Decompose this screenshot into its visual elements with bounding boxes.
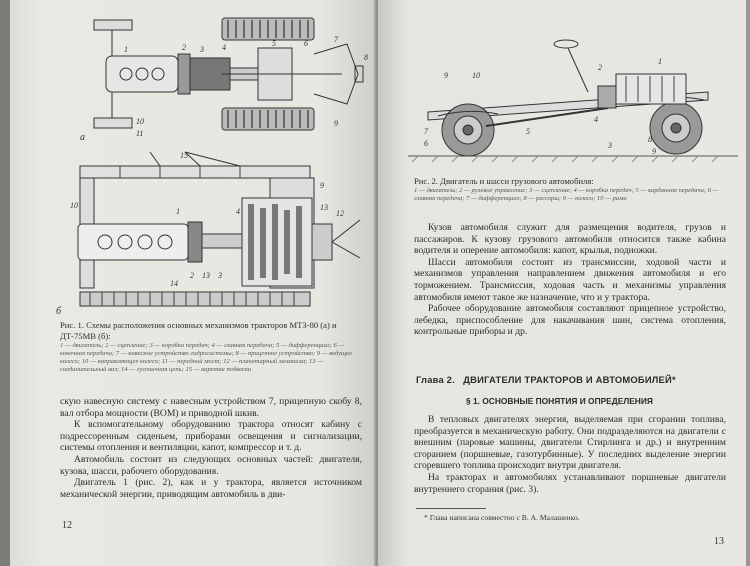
section-body-text	[414, 414, 726, 495]
fig1b-label-15: 15	[180, 151, 188, 160]
figure-1-caption-title: Рис. 1. Схемы расположения основных механизмов тракторов МТЗ-80 (а) и ДТ-75МВ (б):	[60, 320, 337, 341]
fig2-label-8: 8	[648, 135, 652, 144]
fig1b-label-1: 1	[176, 207, 180, 216]
figure-2-truck-chassis	[408, 30, 738, 170]
fig1a-label-1: 1	[124, 45, 128, 54]
fig1a-label-10: 10	[136, 117, 144, 126]
right-page	[378, 0, 746, 566]
left-page	[10, 0, 376, 566]
fig1b-label-13: 13	[320, 203, 328, 212]
right-paragraph-1: Кузов автомобиля служит для размещения водителя, грузов и пассажиров. К кузову грузового автомобиля относится также кабина водителя и оперение автомобиля: капот, крылья, подножки.	[414, 222, 726, 257]
right-paragraph-2: Шасси автомобиля состоит из трансмиссии, ходовой части и механизмов управления направлением движения автомобиля и его торможением. Трансмиссия, ходовая часть и механизмы управления автомобиля имеют такое же назначение, что и у трактора.	[414, 256, 726, 303]
fig2-label-4: 4	[594, 115, 598, 124]
book-edge-right	[746, 0, 750, 566]
fig1b-label-14: 14	[170, 279, 178, 288]
right-page-number: 13	[714, 536, 724, 547]
left-paragraph-3: Автомобиль состоит из следующих основных частей: двигателя, кузова, шасси, рабочего оборудования.	[60, 453, 362, 477]
section-paragraph-1: В тепловых двигателях энергия, выделяемая при сгорании топлива, преобразуется в механическую работу. Они подразделяются на двигатели с внешним (паровые машины, двигатели Стирлинга и др.) и внутренним сгоранием (поршневые, газотурбинные). У последних выделение энергии сгоревшего топлива происходит внутри двигателя.	[414, 414, 726, 472]
figure-2-caption-title: Рис. 2. Двигатель и шасси грузового автомобиля:	[414, 176, 594, 186]
left-paragraph-1: скую навесную систему с навесным устройством 7, прицепную скобу 8, вал отбора мощности (ВОМ) и приводной шкив.	[60, 396, 362, 419]
fig1b-label-2: 2	[190, 271, 194, 280]
fig1b-letter: б	[56, 306, 62, 317]
fig2-label-3: 3	[608, 141, 612, 150]
fig1a-label-4: 4	[222, 43, 226, 52]
figure-2-caption-parts: 1 — двигатель; 2 — рулевое управление; 3 — сцепление; 4 — коробка передач; 5 — карданная передача; 6 — главная передача; 7 — дифференциал; 8 — рессоры; 9 — колесо; 10 — рама	[414, 187, 719, 202]
section-paragraph-2: На тракторах и автомобилях устанавливают поршневые двигатели внутреннего сгорания (рис. 3).	[414, 471, 726, 495]
fig2-label-5: 5	[526, 127, 530, 136]
fig1b-label-3: 3	[218, 271, 222, 280]
fig1a-label-5: 5	[272, 39, 276, 48]
left-page-number: 12	[62, 520, 72, 531]
fig2-label-6: 6	[424, 139, 428, 148]
fig1b-label-9: 9	[320, 181, 324, 190]
fig1a-label-11: 11	[136, 129, 144, 138]
fig2-label-1: 1	[658, 57, 662, 66]
fig2-label-9b: 9	[652, 147, 656, 156]
left-paragraph-4: Двигатель 1 (рис. 2), как и у трактора, является источником механической энергии, приводящим автомобиль в дви-	[60, 477, 362, 500]
fig2-label-9a: 9	[444, 71, 448, 80]
right-body-text	[414, 222, 726, 338]
fig1a-label-9: 9	[334, 119, 338, 128]
fig1b-label-13b: 13	[202, 271, 210, 280]
fig1b-label-10: 10	[70, 201, 78, 210]
book-edge-left	[0, 0, 10, 566]
fig1b-label-12: 12	[336, 209, 344, 218]
figure-1a-tractor-scheme	[72, 14, 372, 144]
chapter-title: Глава 2. ДВИГАТЕЛИ ТРАКТОРОВ И АВТОМОБИЛЕЙ*	[416, 374, 676, 385]
fig1b-label-4: 4	[236, 207, 240, 216]
fig1a-letter: а	[80, 132, 85, 143]
figure-2-caption	[414, 176, 726, 203]
right-paragraph-3: Рабочее оборудование автомобиля составляют прицепное устройство, лебедка, приспособление для накачивания шин, система отопления, контрольные приборы и др.	[414, 303, 726, 338]
fig1a-label-2: 2	[182, 43, 186, 52]
fig2-label-7: 7	[424, 127, 428, 136]
section-title: § 1. ОСНОВНЫЕ ПОНЯТИЯ И ОПРЕДЕЛЕНИЯ	[466, 396, 653, 406]
figure-1-caption	[60, 320, 362, 374]
fig2-label-10: 10	[472, 71, 480, 80]
fig1a-label-7: 7	[334, 35, 338, 44]
footnote: * Глава написана совместно с В. А. Малашенко.	[424, 513, 580, 522]
figure-1-caption-parts: 1 — двигатель; 2 — сцепление; 3 — коробка передач; 4 — главная передача; 5 — дифференциал; 6 — конечная передача; 7 — навесное устройство гидросистемы; 8 — прицепное устройство; 9 — ведущее колесо; 10 — направляющее колесо; 11 — передний мост; 12 — планетарный механизм; 13 — соединительный вал; 14 — гусеничная цепь; 15 — каретки подвески	[60, 342, 353, 373]
left-body-text	[60, 396, 362, 500]
fig1a-label-8: 8	[364, 53, 368, 62]
fig2-label-2: 2	[598, 63, 602, 72]
footnote-rule	[416, 508, 486, 509]
left-paragraph-2: К вспомогательному оборудованию трактора относят кабину с подрессоренным сиденьем, приборами освещения и сигнализации, системы отопления и вентиляции, капот, компрессор и т. д.	[60, 419, 362, 454]
fig1a-label-6: 6	[304, 39, 308, 48]
figure-1b-tractor-scheme	[50, 148, 370, 318]
fig1a-label-3: 3	[200, 45, 204, 54]
